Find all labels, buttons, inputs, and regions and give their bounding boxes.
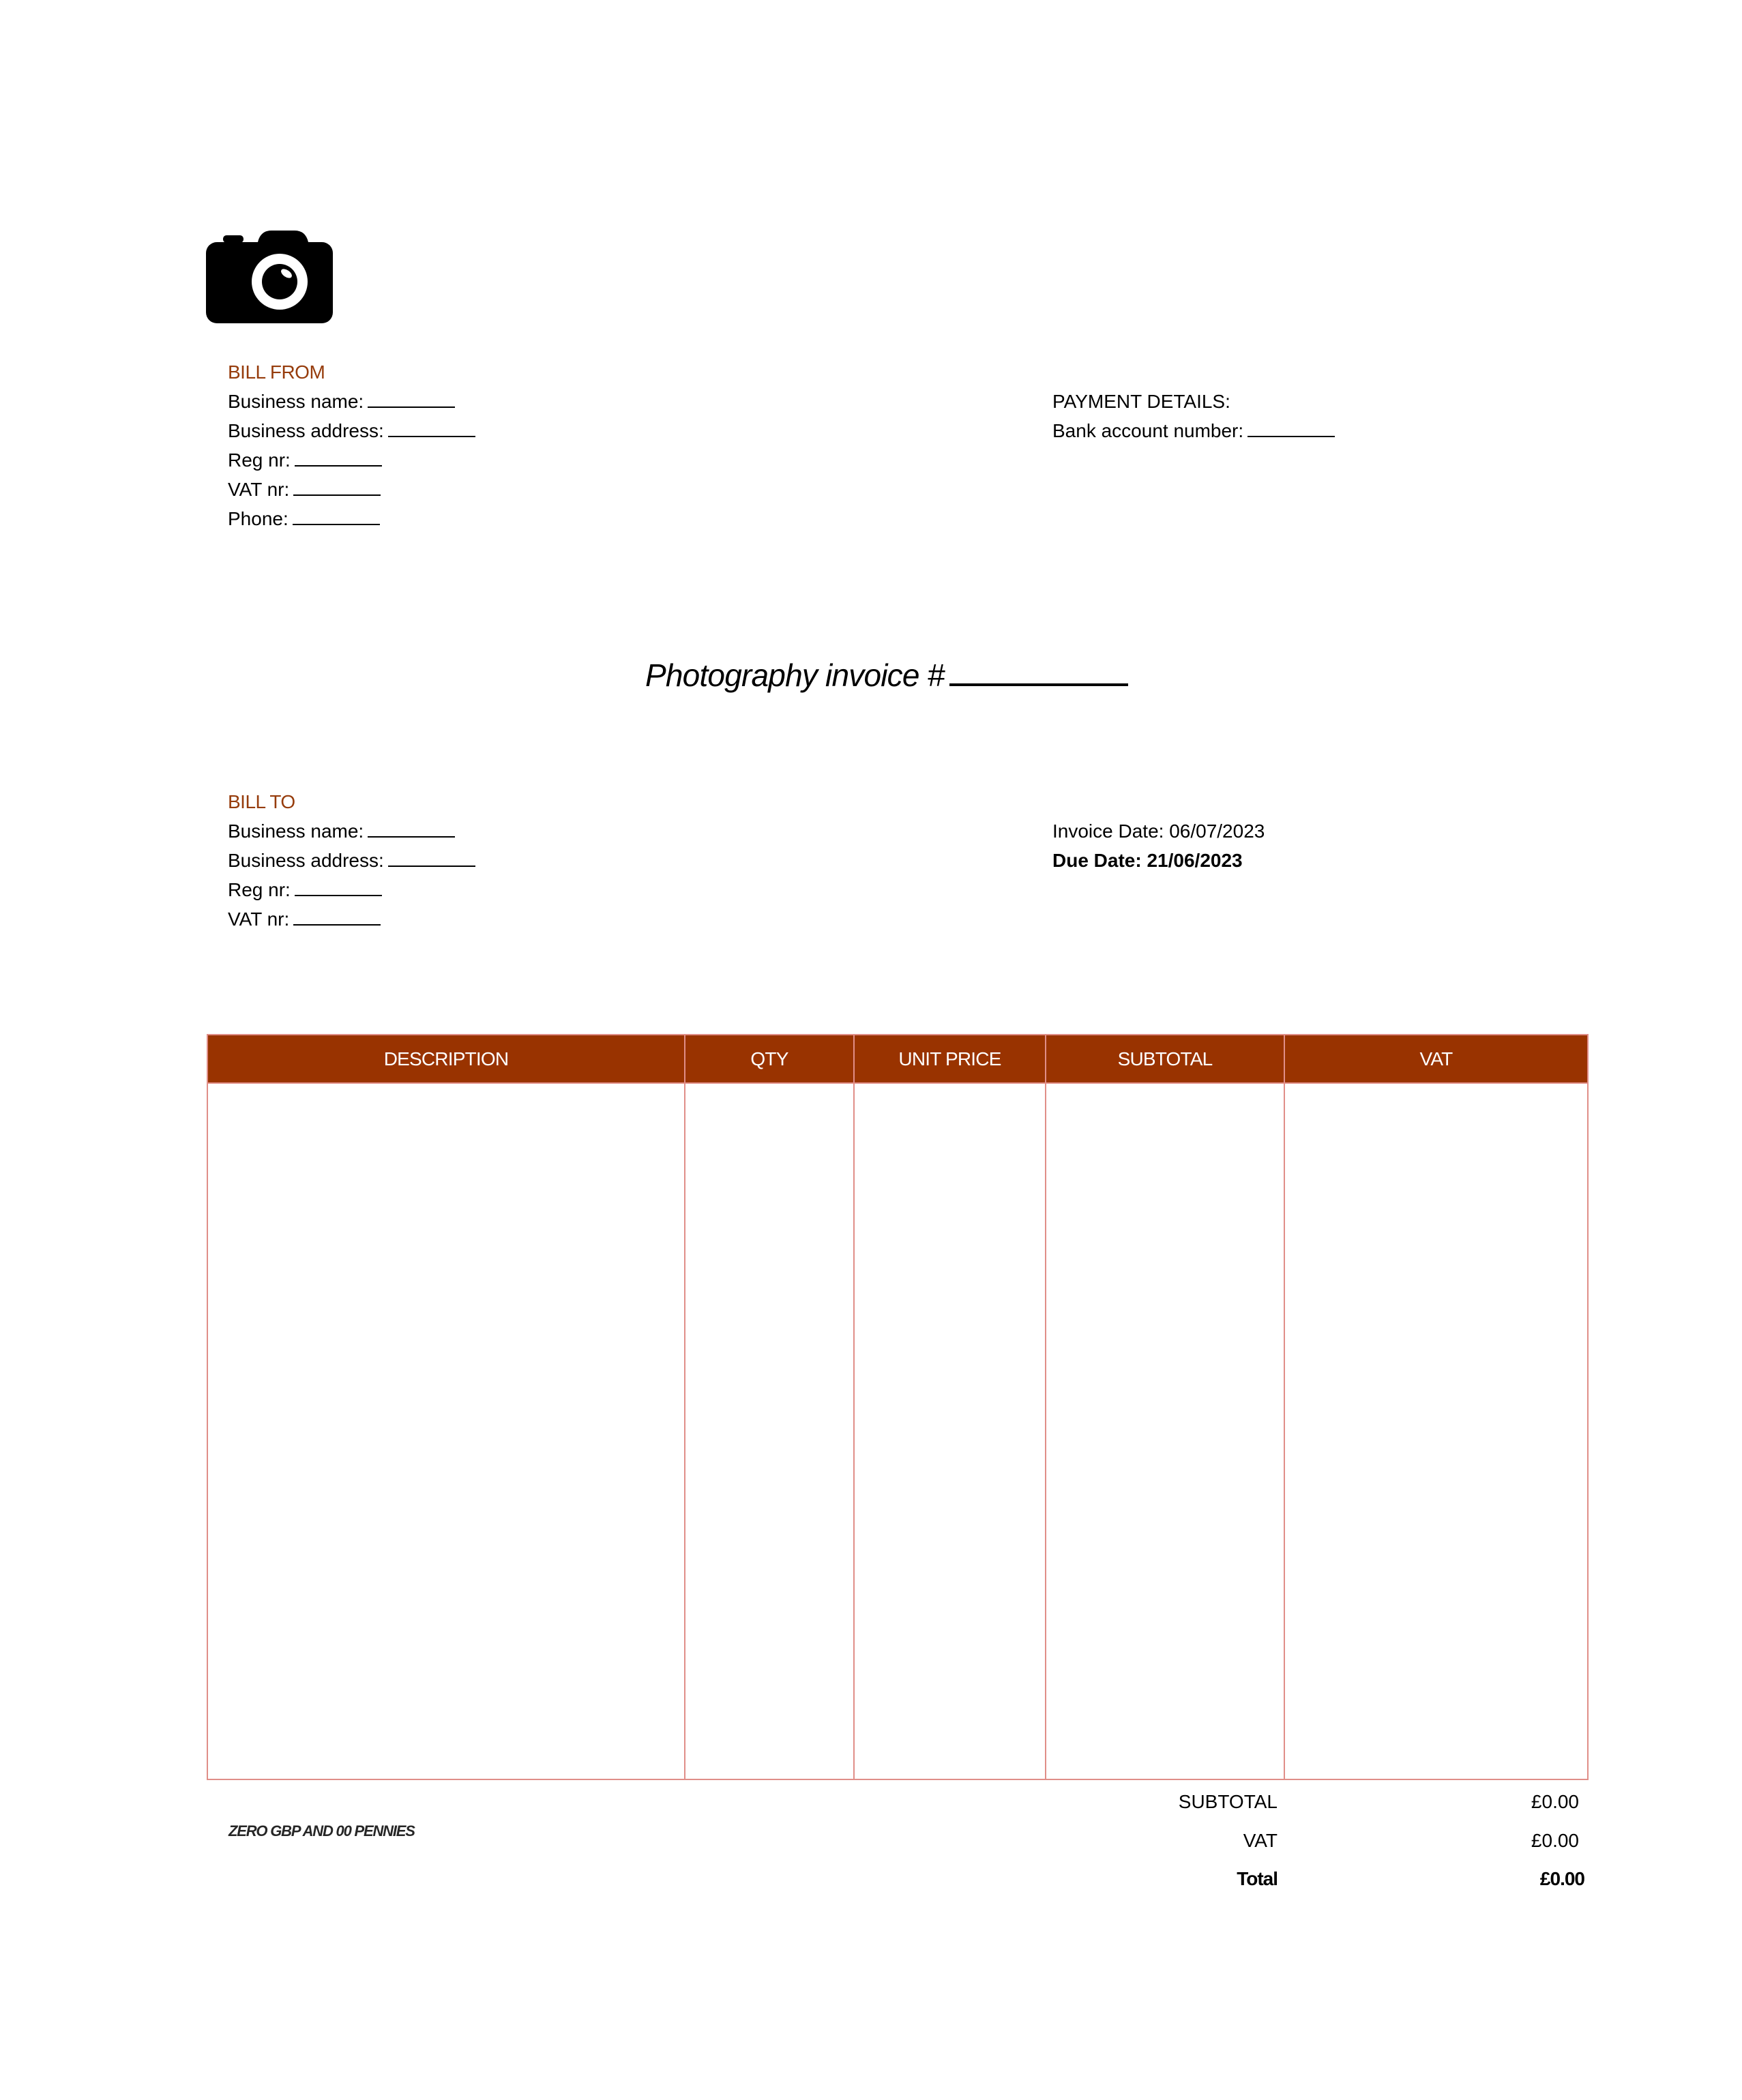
total-label: Total xyxy=(1237,1868,1278,1889)
bill-from-phone xyxy=(228,504,475,533)
invoice-number-blank xyxy=(949,655,1128,686)
due-date-value: 21/06/2023 xyxy=(1147,850,1243,871)
bill-to-section xyxy=(228,787,475,934)
bill-from-heading: BILL FROM xyxy=(228,361,325,383)
dates-section xyxy=(1052,816,1265,875)
column-header-unit-price: UNIT PRICE xyxy=(898,1048,1001,1069)
column-divider xyxy=(684,1035,685,1779)
subtotal-label: SUBTOTAL xyxy=(1178,1791,1278,1812)
total-value: £0.00 xyxy=(1539,1868,1584,1889)
bank-account-number xyxy=(1052,416,1335,445)
bill-to-business-address xyxy=(228,846,475,875)
vat-value: £0.00 xyxy=(1531,1830,1579,1851)
vat-label: VAT xyxy=(1243,1830,1278,1851)
camera-logo xyxy=(206,228,333,323)
camera-icon xyxy=(206,228,333,323)
business-address-blank xyxy=(388,419,475,437)
invoice-date xyxy=(1052,816,1265,846)
bill-to-reg-nr xyxy=(228,875,475,904)
bill-from-vat-nr xyxy=(228,475,475,504)
bill-to-vat-nr xyxy=(228,904,475,934)
column-header-subtotal: SUBTOTAL xyxy=(1117,1048,1213,1069)
invoice-date-value: 06/07/2023 xyxy=(1169,820,1265,842)
field-label: Business address: xyxy=(228,850,384,871)
vat-nr-blank xyxy=(293,478,381,496)
invoice-title-text: Photography invoice # xyxy=(645,657,945,693)
business-address-blank xyxy=(388,849,475,867)
due-date xyxy=(1052,846,1265,875)
amount-in-words: ZERO GBP AND 00 PENNIES xyxy=(228,1822,415,1839)
phone-blank xyxy=(293,507,380,525)
column-header-qty: QTY xyxy=(750,1048,788,1069)
bank-account-blank xyxy=(1248,419,1335,437)
bill-to-heading: BILL TO xyxy=(228,791,295,812)
bill-from-business-address xyxy=(228,416,475,445)
invoice-date-label: Invoice Date: xyxy=(1052,820,1164,842)
line-items-table xyxy=(207,1034,1589,1780)
column-header-vat: VAT xyxy=(1419,1048,1453,1069)
due-date-label: Due Date: xyxy=(1052,850,1142,871)
invoice-title xyxy=(645,655,1128,694)
bill-from-section xyxy=(228,357,475,533)
business-name-blank xyxy=(368,820,455,838)
field-label: Bank account number: xyxy=(1052,420,1244,441)
bill-from-reg-nr xyxy=(228,445,475,475)
field-label: Reg nr: xyxy=(228,879,291,900)
field-label: Business address: xyxy=(228,420,384,441)
reg-nr-blank xyxy=(295,878,382,896)
field-label: Business name: xyxy=(228,391,364,412)
payment-details-heading: PAYMENT DETAILS: xyxy=(1052,391,1230,412)
field-label: VAT nr: xyxy=(228,908,290,930)
column-divider xyxy=(853,1035,855,1779)
vat-nr-blank xyxy=(293,908,381,926)
column-divider xyxy=(1284,1035,1285,1779)
bill-to-business-name xyxy=(228,816,475,846)
reg-nr-blank xyxy=(295,449,382,467)
column-header-description: DESCRIPTION xyxy=(383,1048,509,1069)
business-name-blank xyxy=(368,390,455,408)
field-label: Business name: xyxy=(228,820,364,842)
field-label: Reg nr: xyxy=(228,449,291,471)
payment-details-section xyxy=(1052,387,1335,445)
bill-from-business-name xyxy=(228,387,475,416)
subtotal-value: £0.00 xyxy=(1531,1791,1579,1812)
column-divider xyxy=(1045,1035,1046,1779)
field-label: Phone: xyxy=(228,508,289,529)
field-label: VAT nr: xyxy=(228,479,290,500)
